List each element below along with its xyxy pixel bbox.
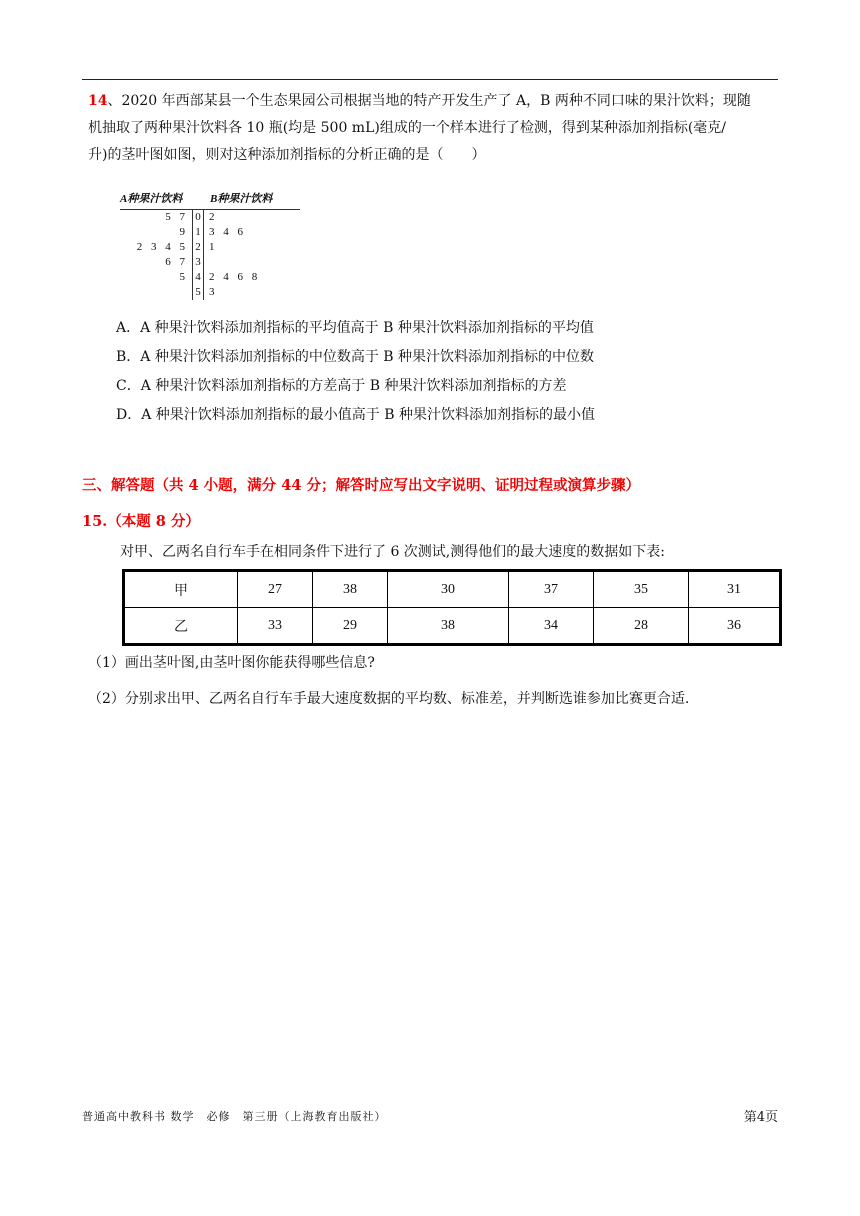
- stem-value: 0: [192, 210, 204, 225]
- option-c: C．A 种果汁饮料添加剂指标的方差高于 B 种果汁饮料添加剂指标的方差: [116, 378, 567, 394]
- stem-leaf-row: [120, 285, 300, 300]
- top-rule: [82, 79, 778, 80]
- stem-leaf-row: [120, 225, 300, 240]
- table-cell: 38: [313, 571, 388, 608]
- question-number: 14: [88, 93, 108, 109]
- leaves-b: [204, 255, 209, 270]
- stem-leaf-plot: [120, 190, 300, 300]
- question-14: [88, 88, 780, 169]
- stem-value: 2: [192, 240, 204, 255]
- table-cell: 35: [594, 571, 689, 608]
- leaves-a: [120, 285, 192, 300]
- stem-leaf-row: [120, 210, 300, 225]
- stem-leaf-row: [120, 270, 300, 285]
- table-row: [124, 608, 781, 645]
- question-15-intro: 对甲、乙两名自行车手在相同条件下进行了 6 次测试,测得他们的最大速度的数据如下表:: [120, 544, 665, 560]
- options-list: [116, 314, 595, 430]
- leaves-b: 2 4 6 8: [209, 271, 261, 283]
- table-cell: 28: [594, 608, 689, 645]
- stem-value: 1: [192, 225, 204, 240]
- leaves-a: 2 3 4 5: [136, 241, 188, 253]
- stem-leaf-header: [120, 190, 300, 210]
- leaves-b: 2: [209, 211, 218, 223]
- header-b: B种果汁饮料: [210, 193, 273, 205]
- leaves-b: 1: [209, 241, 218, 253]
- stem-leaf-row: [120, 255, 300, 270]
- sub-question-1: （1）画出茎叶图,由茎叶图你能获得哪些信息?: [88, 655, 375, 671]
- footer-page-number: 第4页: [743, 1110, 778, 1125]
- table-cell: 38: [388, 608, 509, 645]
- row-label: 乙: [124, 608, 238, 645]
- table-cell: 37: [509, 571, 594, 608]
- option-d: D．A 种果汁饮料添加剂指标的最小值高于 B 种果汁饮料添加剂指标的最小值: [116, 407, 595, 423]
- section-heading: 三、解答题（共 4 小题，满分 44 分；解答时应写出文字说明、证明过程或演算步骤）: [82, 477, 640, 494]
- table-cell: 27: [238, 571, 313, 608]
- question-text-line1: 、2020 年西部某县一个生态果园公司根据当地的特产开发生产了 A，B 两种不同口味的果汁饮料；现随: [107, 93, 751, 109]
- stem-value: 5: [192, 285, 204, 300]
- leaves-a: 6 7: [165, 256, 188, 268]
- header-a: A种果汁饮料: [120, 193, 183, 205]
- question-text-line2: 机抽取了两种果汁饮料各 10 瓶(均是 500 mL)组成的一个样本进行了检测，得到某种添加剂指标(毫克/: [88, 120, 727, 136]
- leaves-b: 3 4 6: [209, 226, 246, 238]
- stem-value: 4: [192, 270, 204, 285]
- question-15-title: 15.（本题 8 分）: [82, 513, 200, 530]
- table-cell: 30: [388, 571, 509, 608]
- table-row: [124, 571, 781, 608]
- option-b: B．A 种果汁饮料添加剂指标的中位数高于 B 种果汁饮料添加剂指标的中位数: [116, 349, 595, 365]
- table-cell: 34: [509, 608, 594, 645]
- stem-value: 3: [192, 255, 204, 270]
- sub-question-2: （2）分别求出甲、乙两名自行车手最大速度数据的平均数、标准差，并判断选谁参加比赛更合适.: [88, 691, 690, 707]
- row-label: 甲: [124, 571, 238, 608]
- table-cell: 36: [689, 608, 781, 645]
- leaves-b: 3: [209, 286, 218, 298]
- stem-leaf-row: [120, 240, 300, 255]
- speed-table: [122, 569, 782, 646]
- footer-book-title: 普通高中教科书 数学 必修 第三册（上海教育出版社）: [82, 1110, 387, 1123]
- leaves-a: 9: [179, 226, 188, 238]
- table-cell: 31: [689, 571, 781, 608]
- table-cell: 29: [313, 608, 388, 645]
- question-text-line3: 升)的茎叶图如图，则对这种添加剂指标的分析正确的是（ ）: [88, 147, 486, 163]
- leaves-a: 5 7: [165, 211, 188, 223]
- option-a: A．A 种果汁饮料添加剂指标的平均值高于 B 种果汁饮料添加剂指标的平均值: [116, 320, 594, 336]
- table-cell: 33: [238, 608, 313, 645]
- leaves-a: 5: [179, 271, 188, 283]
